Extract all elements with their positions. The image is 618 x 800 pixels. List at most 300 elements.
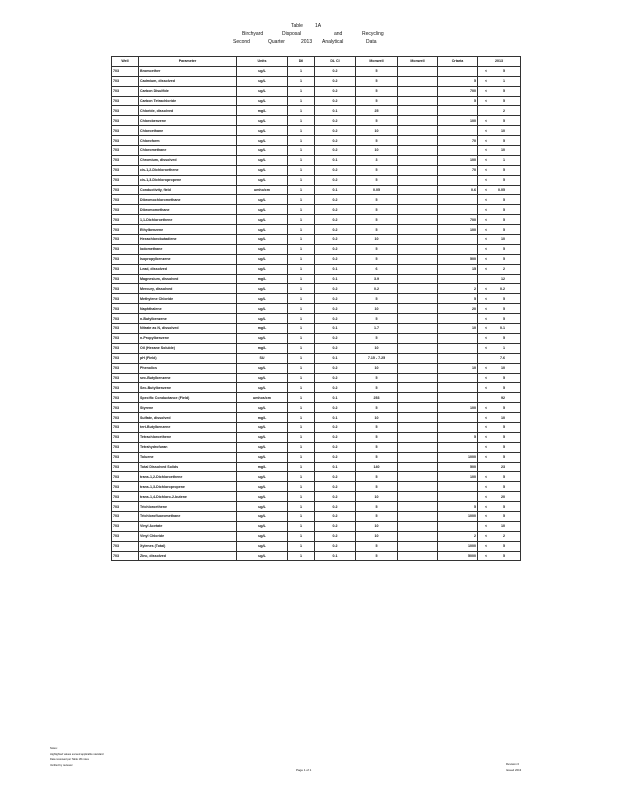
dl-cell: 0.2 — [315, 333, 356, 343]
criteria-cell — [438, 422, 478, 432]
parameter-cell: Sulfate, dissolved — [139, 413, 237, 423]
monwell-2-cell — [398, 521, 438, 531]
table-row — [112, 86, 521, 96]
monwell-2-cell — [398, 541, 438, 551]
dl-cell: 0.2 — [315, 215, 356, 225]
well-cell: 703 — [112, 482, 139, 492]
units-cell: ug/L — [237, 244, 288, 254]
title-word: Analytical — [322, 39, 344, 45]
table-row — [112, 185, 521, 195]
units-cell: ug/L — [237, 76, 288, 86]
monwell-2-cell — [398, 502, 438, 512]
result-qualifier: < — [485, 197, 488, 202]
table-row — [112, 363, 521, 373]
result-cell — [478, 403, 521, 413]
result-value: 5 — [503, 316, 505, 321]
monwell-cell: 5 — [356, 254, 398, 264]
result-cell — [478, 511, 521, 521]
monwell-2-cell — [398, 235, 438, 245]
table-row — [112, 442, 521, 452]
monwell-2-cell — [398, 393, 438, 403]
result-value: 5 — [503, 504, 505, 509]
well-cell: 703 — [112, 66, 139, 76]
dl-cell: 0.1 — [315, 551, 356, 561]
dl-cell: 0.2 — [315, 541, 356, 551]
title-word: Disposal — [282, 31, 302, 37]
parameter-cell: Naphthalene — [139, 304, 237, 314]
dilution-cell: 1 — [288, 76, 315, 86]
well-cell: 703 — [112, 96, 139, 106]
title-word: Data — [366, 39, 377, 45]
result-cell — [478, 264, 521, 274]
units-cell: ug/L — [237, 511, 288, 521]
result-cell — [478, 502, 521, 512]
result-qualifier: < — [485, 375, 488, 380]
dl-cell: 0.2 — [315, 363, 356, 373]
monwell-2-cell — [398, 215, 438, 225]
result-cell — [478, 165, 521, 175]
monwell-cell: 5 — [356, 96, 398, 106]
result-value: 0.1 — [500, 326, 505, 331]
criteria-cell: 1000 — [438, 452, 478, 462]
dl-cell: 0.2 — [315, 531, 356, 541]
result-qualifier: < — [485, 207, 488, 212]
dilution-cell: 1 — [288, 155, 315, 165]
well-cell: 703 — [112, 205, 139, 215]
well-cell: 703 — [112, 363, 139, 373]
result-value: 5 — [503, 405, 505, 410]
criteria-cell: 5000 — [438, 551, 478, 561]
criteria-cell: 15 — [438, 264, 478, 274]
result-value: 5 — [503, 168, 505, 173]
result-qualifier: < — [485, 257, 488, 262]
result-qualifier: < — [485, 128, 488, 133]
criteria-cell: 500 — [438, 462, 478, 472]
criteria-cell — [438, 146, 478, 156]
well-cell: 703 — [112, 284, 139, 294]
result-qualifier: < — [485, 346, 488, 351]
result-qualifier: < — [485, 514, 488, 519]
criteria-cell: 70 — [438, 136, 478, 146]
table-row — [112, 531, 521, 541]
result-value: 5 — [503, 227, 505, 232]
table-row — [112, 254, 521, 264]
result-value: 2 — [503, 267, 505, 272]
result-cell — [478, 314, 521, 324]
result-qualifier — [479, 107, 485, 115]
monwell-2-cell — [398, 136, 438, 146]
table-row — [112, 333, 521, 343]
result-cell — [478, 195, 521, 205]
result-qualifier: < — [485, 158, 488, 163]
result-qualifier: < — [485, 445, 488, 450]
dl-cell: 0.2 — [315, 86, 356, 96]
result-value: 5 — [503, 435, 505, 440]
result-cell — [478, 215, 521, 225]
result-qualifier: < — [485, 237, 488, 242]
result-cell — [478, 254, 521, 264]
units-cell: ug/L — [237, 403, 288, 413]
column-header: 2013 — [478, 57, 521, 67]
result-cell — [478, 106, 521, 116]
monwell-2-cell — [398, 442, 438, 452]
title-word: Second — [233, 39, 250, 45]
monwell-2-cell — [398, 511, 438, 521]
criteria-cell — [438, 66, 478, 76]
dilution-cell: 1 — [288, 511, 315, 521]
well-cell: 703 — [112, 274, 139, 284]
monwell-cell: 5 — [356, 136, 398, 146]
monwell-cell: 5 — [356, 66, 398, 76]
dilution-cell: 1 — [288, 264, 315, 274]
well-cell: 703 — [112, 324, 139, 334]
criteria-cell: 1000 — [438, 541, 478, 551]
criteria-cell — [438, 244, 478, 254]
result-qualifier: < — [485, 286, 488, 291]
dl-cell: 0.2 — [315, 502, 356, 512]
result-cell — [478, 482, 521, 492]
monwell-2-cell — [398, 462, 438, 472]
units-cell: ug/L — [237, 551, 288, 561]
dl-cell: 0.2 — [315, 403, 356, 413]
criteria-cell: 100 — [438, 116, 478, 126]
well-cell: 703 — [112, 333, 139, 343]
monwell-cell: 10 — [356, 531, 398, 541]
dilution-cell: 1 — [288, 146, 315, 156]
criteria-cell — [438, 492, 478, 502]
units-cell: ug/L — [237, 502, 288, 512]
dilution-cell: 1 — [288, 86, 315, 96]
monwell-cell: 5 — [356, 165, 398, 175]
result-value: 0.2 — [500, 286, 505, 291]
dl-cell: 0.1 — [315, 106, 356, 116]
result-cell — [478, 225, 521, 235]
title-word: Birchyard — [242, 31, 264, 37]
result-qualifier: < — [485, 267, 488, 272]
dl-cell: 0.1 — [315, 393, 356, 403]
result-value: 5 — [503, 197, 505, 202]
dl-cell: 0.2 — [315, 284, 356, 294]
dl-cell: 0.2 — [315, 304, 356, 314]
well-cell: 703 — [112, 551, 139, 561]
table-row — [112, 452, 521, 462]
result-qualifier: < — [485, 148, 488, 153]
parameter-cell: trans-1,2-Dichloroethene — [139, 472, 237, 482]
result-cell — [478, 353, 521, 363]
monwell-2-cell — [398, 126, 438, 136]
well-cell: 703 — [112, 492, 139, 502]
units-cell: ug/L — [237, 165, 288, 175]
monwell-cell: 5 — [356, 373, 398, 383]
result-cell — [478, 136, 521, 146]
result-qualifier: < — [485, 316, 488, 321]
units-cell: ug/L — [237, 136, 288, 146]
monwell-cell: 10 — [356, 363, 398, 373]
units-cell: ug/L — [237, 373, 288, 383]
dilution-cell: 1 — [288, 531, 315, 541]
dilution-cell: 1 — [288, 116, 315, 126]
dl-cell: 0.2 — [315, 314, 356, 324]
criteria-cell — [438, 521, 478, 531]
well-cell: 703 — [112, 165, 139, 175]
parameter-cell: Hexachlorobutadiene — [139, 235, 237, 245]
result-qualifier: < — [485, 247, 488, 252]
monwell-2-cell — [398, 551, 438, 561]
result-cell — [478, 175, 521, 185]
dl-cell: 0.2 — [315, 76, 356, 86]
criteria-cell: 2 — [438, 284, 478, 294]
result-value: 2 — [503, 108, 505, 113]
dilution-cell: 1 — [288, 393, 315, 403]
monwell-2-cell — [398, 175, 438, 185]
monwell-2-cell — [398, 185, 438, 195]
parameter-cell: Chloroform — [139, 136, 237, 146]
result-value: 0.05 — [498, 188, 505, 193]
monwell-cell: 5 — [356, 215, 398, 225]
units-cell: ug/L — [237, 215, 288, 225]
table-row — [112, 403, 521, 413]
criteria-cell — [438, 333, 478, 343]
monwell-cell: 5 — [356, 76, 398, 86]
monwell-2-cell — [398, 353, 438, 363]
criteria-cell: 10 — [438, 324, 478, 334]
parameter-cell: Magnesium, dissolved — [139, 274, 237, 284]
table-row — [112, 521, 521, 531]
column-header: Crtaria — [438, 57, 478, 67]
monwell-2-cell — [398, 492, 438, 502]
parameter-cell: Iodomethane — [139, 244, 237, 254]
dl-cell: 0.2 — [315, 66, 356, 76]
well-cell: 703 — [112, 126, 139, 136]
result-qualifier: < — [485, 484, 488, 489]
table-row — [112, 225, 521, 235]
dilution-cell: 1 — [288, 66, 315, 76]
result-cell — [478, 413, 521, 423]
table-row — [112, 66, 521, 76]
dl-cell: 0.2 — [315, 383, 356, 393]
table-row — [112, 244, 521, 254]
dilution-cell: 1 — [288, 185, 315, 195]
well-cell: 703 — [112, 393, 139, 403]
well-cell: 703 — [112, 452, 139, 462]
criteria-cell: 1000 — [438, 511, 478, 521]
result-cell — [478, 343, 521, 353]
dilution-cell: 1 — [288, 195, 315, 205]
criteria-cell: 700 — [438, 215, 478, 225]
result-qualifier — [479, 394, 485, 402]
result-value: 5 — [503, 247, 505, 252]
dilution-cell: 1 — [288, 284, 315, 294]
dl-cell: 0.1 — [315, 264, 356, 274]
dilution-cell: 1 — [288, 235, 315, 245]
monwell-2-cell — [398, 284, 438, 294]
well-cell: 703 — [112, 146, 139, 156]
result-qualifier: < — [485, 138, 488, 143]
monwell-2-cell — [398, 383, 438, 393]
dilution-cell: 1 — [288, 413, 315, 423]
result-cell — [478, 393, 521, 403]
result-qualifier: < — [485, 188, 488, 193]
table-row — [112, 551, 521, 561]
table-row — [112, 294, 521, 304]
criteria-cell — [438, 274, 478, 284]
well-cell: 703 — [112, 86, 139, 96]
monwell-cell: 10 — [356, 521, 398, 531]
monwell-cell: 5 — [356, 502, 398, 512]
result-qualifier: < — [485, 534, 488, 539]
parameter-cell: Chloride, dissolved — [139, 106, 237, 116]
result-cell — [478, 333, 521, 343]
units-cell: ug/L — [237, 422, 288, 432]
units-cell: ug/L — [237, 521, 288, 531]
result-cell — [478, 442, 521, 452]
dilution-cell: 1 — [288, 314, 315, 324]
monwell-cell: 5 — [356, 452, 398, 462]
title-word: Quarter — [268, 39, 285, 45]
dilution-cell: 1 — [288, 136, 315, 146]
well-cell: 703 — [112, 541, 139, 551]
criteria-cell: 5 — [438, 432, 478, 442]
units-cell: ug/L — [237, 225, 288, 235]
well-cell: 703 — [112, 264, 139, 274]
criteria-cell: 5 — [438, 76, 478, 86]
title-word: Table — [291, 23, 303, 29]
well-cell: 703 — [112, 353, 139, 363]
monwell-2-cell — [398, 76, 438, 86]
result-cell — [478, 551, 521, 561]
well-cell: 703 — [112, 511, 139, 521]
units-cell: ug/L — [237, 432, 288, 442]
dilution-cell: 1 — [288, 422, 315, 432]
parameter-cell: Chloromethane — [139, 146, 237, 156]
parameter-cell: Xylenes (Total) — [139, 541, 237, 551]
well-cell: 703 — [112, 383, 139, 393]
result-qualifier: < — [485, 366, 488, 371]
dl-cell: 0.2 — [315, 146, 356, 156]
monwell-2-cell — [398, 244, 438, 254]
result-cell — [478, 66, 521, 76]
result-value: 10 — [501, 415, 505, 420]
units-cell: ug/L — [237, 116, 288, 126]
units-cell: ug/L — [237, 383, 288, 393]
result-value: 5 — [503, 455, 505, 460]
dilution-cell: 1 — [288, 383, 315, 393]
well-cell: 703 — [112, 343, 139, 353]
title-word: and — [334, 31, 343, 37]
criteria-cell — [438, 195, 478, 205]
result-cell — [478, 462, 521, 472]
result-value: 5 — [503, 217, 505, 222]
result-value: 5 — [503, 544, 505, 549]
well-cell: 703 — [112, 304, 139, 314]
dl-cell: 0.2 — [315, 422, 356, 432]
well-cell: 703 — [112, 235, 139, 245]
parameter-cell: Trichloroethene — [139, 502, 237, 512]
dilution-cell: 1 — [288, 521, 315, 531]
criteria-cell: 5 — [438, 96, 478, 106]
dilution-cell: 1 — [288, 324, 315, 334]
result-value: 5 — [503, 306, 505, 311]
result-value: 1 — [503, 79, 505, 84]
dilution-cell: 1 — [288, 373, 315, 383]
units-cell: ug/L — [237, 175, 288, 185]
monwell-cell: 0.2 — [356, 284, 398, 294]
criteria-cell: 100 — [438, 472, 478, 482]
result-cell — [478, 432, 521, 442]
table-row — [112, 146, 521, 156]
dilution-cell: 1 — [288, 502, 315, 512]
dilution-cell: 1 — [288, 452, 315, 462]
monwell-cell: 6 — [356, 264, 398, 274]
monwell-cell: 25 — [356, 106, 398, 116]
monwell-cell: 5 — [356, 205, 398, 215]
units-cell: ug/L — [237, 284, 288, 294]
result-cell — [478, 185, 521, 195]
parameter-cell: Isopropylbenzene — [139, 254, 237, 264]
monwell-2-cell — [398, 195, 438, 205]
result-qualifier: < — [485, 99, 488, 103]
result-qualifier: < — [485, 217, 488, 222]
units-cell: mg/L — [237, 274, 288, 284]
result-value: 1 — [503, 346, 505, 351]
column-header: Monwell — [398, 57, 438, 67]
criteria-cell: 10 — [438, 363, 478, 373]
monwell-cell: 0.05 — [356, 185, 398, 195]
parameter-cell: Oil (Hexane Soluble) — [139, 343, 237, 353]
title-word: 1A — [315, 23, 322, 29]
parameter-cell: Carbon Disulfide — [139, 86, 237, 96]
units-cell: mg/L — [237, 413, 288, 423]
result-cell — [478, 324, 521, 334]
result-cell — [478, 235, 521, 245]
result-cell — [478, 521, 521, 531]
units-cell: ug/L — [237, 294, 288, 304]
table-row — [112, 343, 521, 353]
result-value: 5 — [503, 385, 505, 390]
dilution-cell: 1 — [288, 175, 315, 185]
criteria-cell — [438, 106, 478, 116]
result-cell — [478, 294, 521, 304]
criteria-cell: 500 — [438, 254, 478, 264]
criteria-cell — [438, 353, 478, 363]
monwell-cell: 5 — [356, 333, 398, 343]
monwell-cell: 5 — [356, 442, 398, 452]
parameter-cell: Styrene — [139, 403, 237, 413]
dl-cell: 0.2 — [315, 96, 356, 106]
dilution-cell: 1 — [288, 541, 315, 551]
result-qualifier: < — [485, 494, 488, 499]
well-cell: 703 — [112, 215, 139, 225]
parameter-cell: Specific Conductance (Field) — [139, 393, 237, 403]
criteria-cell: 100 — [438, 403, 478, 413]
monwell-2-cell — [398, 373, 438, 383]
well-cell: 703 — [112, 531, 139, 541]
units-cell: SU — [237, 353, 288, 363]
dilution-cell: 1 — [288, 165, 315, 175]
monwell-cell: 5 — [356, 551, 398, 561]
result-cell — [478, 531, 521, 541]
criteria-cell: 0.6 — [438, 185, 478, 195]
criteria-cell — [438, 235, 478, 245]
result-value: 10 — [501, 148, 505, 153]
monwell-2-cell — [398, 116, 438, 126]
dilution-cell: 1 — [288, 353, 315, 363]
monwell-cell: 5 — [356, 195, 398, 205]
well-cell: 703 — [112, 373, 139, 383]
dl-cell: 0.2 — [315, 294, 356, 304]
dl-cell: 0.2 — [315, 511, 356, 521]
result-qualifier: < — [485, 455, 488, 460]
